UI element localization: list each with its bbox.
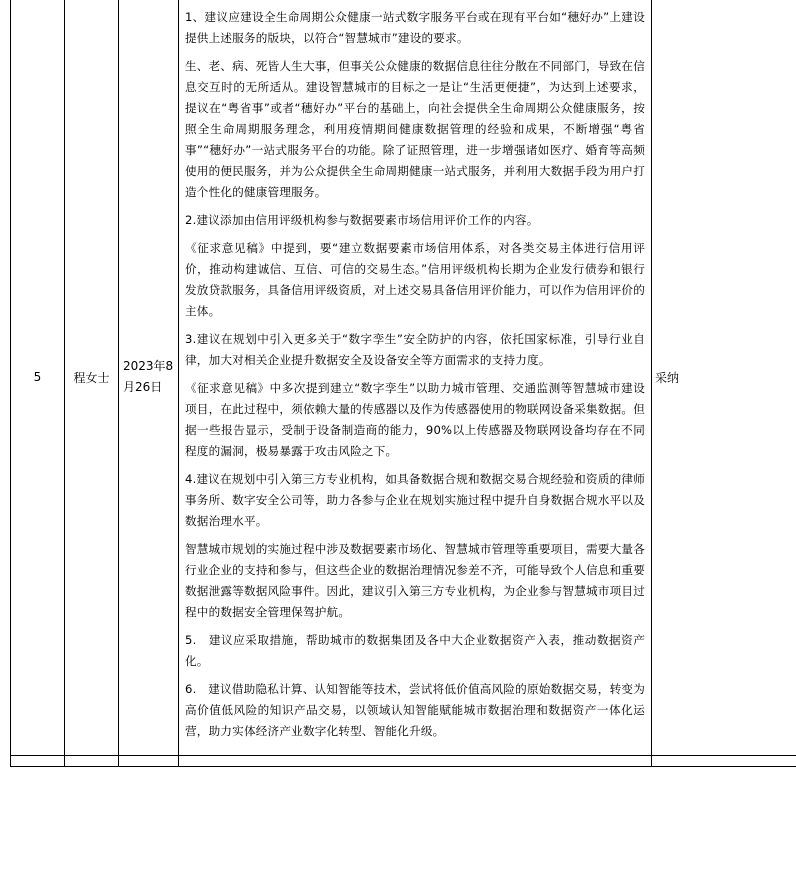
suggestion-paragraph: 智慧城市规划的实施过程中涉及数据要素市场化、智慧城市管理等重要项目，需要大量各行业企业的支持和参与，但这些企业的数据治理情况参差不齐，可能导致个人信息和重要数据泄露等数据风险事件。因此，建议引入第三方专业机构，为企业参与智慧城市项目过程中的数据安全管理保驾护航。	[185, 542, 645, 619]
empty-cell	[119, 756, 179, 767]
adoption-result-cell: 采纳	[652, 0, 796, 756]
row-index-cell: 5	[11, 0, 65, 756]
suggestion-paragraph: 《征求意见稿》中提到，要“建立数据要素市场信用体系，对各类交易主体进行信用评价，推动构建诚信、互信、可信的交易生态。”信用评级机构长期为企业发行债券和银行发放贷款服务，具备信用评级资质，对上述交易具备信用评价能力，可以作为信用评价的主体。	[185, 241, 645, 318]
suggestion-paragraph: 3.建议在规划中引入更多关于“数字孪生”安全防护的内容，依托国家标准，引导行业自律，加大对相关企业提升数据安全及设备安全等方面需求的支持力度。	[185, 332, 645, 367]
empty-cell	[652, 756, 796, 767]
table-row	[11, 0, 796, 756]
empty-cell	[11, 756, 65, 767]
empty-cell	[65, 756, 119, 767]
suggestion-paragraph: 6. 建议借助隐私计算、认知智能等技术，尝试将低价值高风险的原始数据交易，转变为高价值低风险的知识产品交易，以领域认知智能赋能城市数据治理和数据资产一体化运营，助力实体经济产业数字化转型、智能化升级。	[185, 682, 645, 738]
suggestion-paragraph: 1、建议应建设全生命周期公众健康一站式数字服务平台或在现有平台如“穗好办”上建设提供上述服务的版块，以符合“智慧城市”建设的要求。	[185, 10, 645, 45]
suggestion-paragraph: 4.建议在规划中引入第三方专业机构，如具备数据合规和数据交易合规经验和资质的律师事务所、数字安全公司等，助力各参与企业在规划实施过程中提升自身数据合规水平以及数据治理水平。	[185, 472, 645, 528]
suggestion-paragraph: 《征求意见稿》中多次提到建立“数字孪生”以助力城市管理、交通监测等智慧城市建设项目，在此过程中，须依赖大量的传感器以及作为传感器使用的物联网设备采集数据。但据一些报告显示，受制于设备制造商的能力，90%以上传感器及物联网设备均存在不同程度的漏洞，极易暴露于攻击风险之下。	[185, 381, 645, 458]
suggestion-paragraph: 2.建议添加由信用评级机构参与数据要素市场信用评价工作的内容。	[185, 213, 539, 227]
feedback-table	[10, 0, 796, 767]
empty-cell	[179, 756, 652, 767]
suggestion-paragraph: 生、老、病、死皆人生大事，但事关公众健康的数据信息往往分散在不同部门，导致在信息交互时的无所适从。建设智慧城市的目标之一是让“生活更便捷”，为达到上述要求，提议在“粤省事”或者“穗好办”平台的基础上，向社会提供全生命周期公众健康服务，按照全生命周期服务理念，利用疫情期间健康数据管理的经验和成果，不断增强“粤省事”“穗好办”一站式服务平台的功能。除了证照管理，进一步增强诸如医疗、婚育等高频使用的便民服务，并为公众提供全生命周期健康一站式服务，并利用大数据手段为用户打造个性化的健康管理服务。	[185, 59, 645, 199]
submission-date-cell: 2023年8月26日	[119, 0, 179, 756]
suggestion-content-cell	[179, 0, 652, 756]
submitter-name-cell: 程女士	[65, 0, 119, 756]
suggestion-paragraph: 5. 建议应采取措施，帮助城市的数据集团及各中大企业数据资产入表，推动数据资产化。	[185, 633, 645, 668]
table-row	[11, 756, 796, 767]
